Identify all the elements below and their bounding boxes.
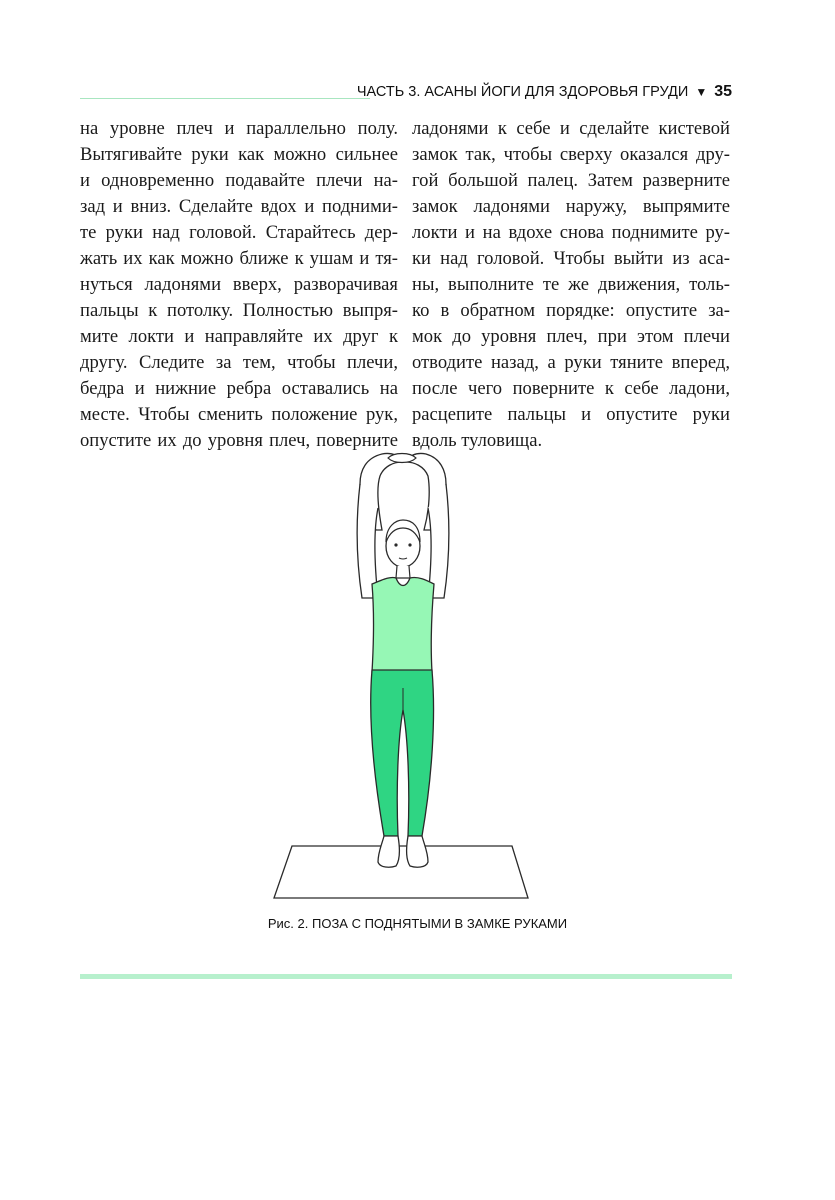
text-line: ны, выполните те же движения, толь- <box>412 274 730 295</box>
right-eye <box>408 543 411 546</box>
yoga-mat <box>274 846 528 898</box>
text-line: на уровне плеч и параллельно полу. <box>80 118 398 139</box>
leggings <box>371 670 434 836</box>
header-rule <box>80 98 370 99</box>
text-line: пальцы к потолку. Полностью выпря- <box>80 300 398 321</box>
text-line: гой большой палец. Затем разверните <box>412 170 730 191</box>
text-line: ко в обратном порядке: опустите за- <box>412 300 730 321</box>
text-line: локти и на вдохе снова поднимите ру- <box>412 222 730 243</box>
text-line: после чего поверните к себе ладони, <box>412 378 730 399</box>
text-line: ладонями к себе и сделайте кистевой <box>412 118 730 139</box>
text-line: бедра и нижние ребра оставались на <box>80 378 398 399</box>
text-line: Вытягивайте руки как можно сильнее <box>80 144 398 165</box>
text-line: вдоль туловища. <box>412 430 543 451</box>
text-line: и одновременно подавайте плечи на- <box>80 170 398 191</box>
header-title: ЧАСТЬ 3. АСАНЫ ЙОГИ ДЛЯ ЗДОРОВЬЯ ГРУДИ <box>356 84 689 100</box>
text-line: замок так, чтобы сверху оказался дру- <box>412 144 730 165</box>
clasped-hands <box>388 454 416 463</box>
neck <box>396 566 410 578</box>
yoga-pose-illustration <box>260 448 550 908</box>
text-line: мите локти и направляйте их друг к <box>80 326 398 347</box>
text-line: мок до уровня плеч, при этом плечи <box>412 326 730 347</box>
text-line: опустите их до уровня плеч, поверните <box>80 430 398 451</box>
page-number: 35 <box>714 83 732 100</box>
left-eye <box>394 543 397 546</box>
text-line: месте. Чтобы сменить положение рук, <box>80 404 398 425</box>
left-foot <box>378 836 399 867</box>
text-line: нуться ладонями вверх, разворачивая <box>80 274 398 295</box>
text-line: замок ладонями наружу, выпрямите <box>412 196 730 217</box>
right-foot <box>407 836 428 867</box>
tank-top <box>372 577 434 672</box>
running-header <box>356 80 732 104</box>
text-column-left <box>80 116 398 454</box>
text-line: жать их как можно ближе к ушам и тя- <box>80 248 398 269</box>
triangle-down-icon: ▼ <box>695 85 708 99</box>
text-line: те руки над головой. Старайтесь дер- <box>80 222 398 243</box>
text-line: другу. Следите за тем, чтобы плечи, <box>80 352 398 373</box>
yoga-figure-svg <box>260 448 550 908</box>
text-line: зад и вниз. Сделайте вдох и подними- <box>80 196 398 217</box>
text-line: ки над головой. Чтобы выйти из аса- <box>412 248 730 269</box>
text-column-right <box>412 116 730 454</box>
text-line: отводите назад, а руки тяните вперед, <box>412 352 730 373</box>
text-line: расцепите пальцы и опустите руки <box>412 404 730 425</box>
figure-caption: Рис. 2. ПОЗА С ПОДНЯТЫМИ В ЗАМКЕ РУКАМИ <box>267 916 568 931</box>
bottom-rule <box>80 974 732 979</box>
